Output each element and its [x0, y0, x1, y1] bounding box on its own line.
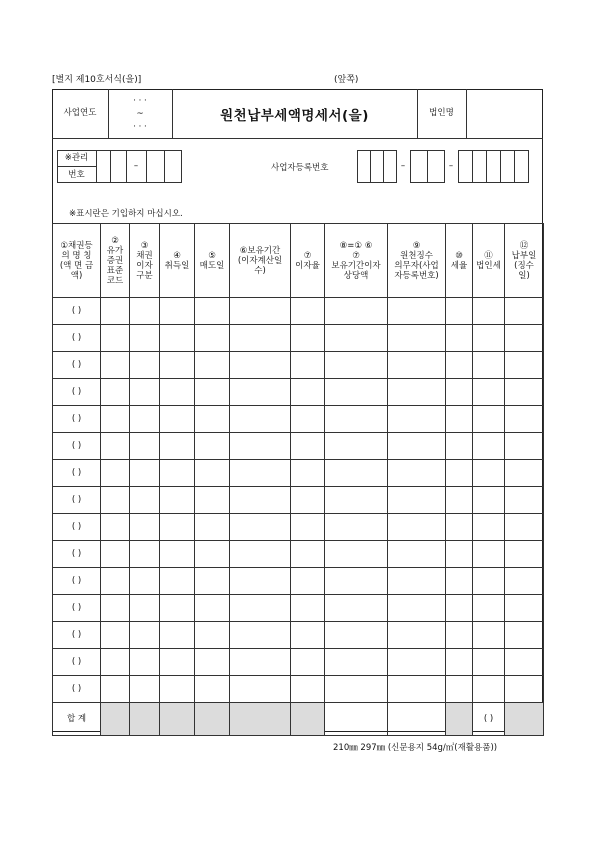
- table-cell[interactable]: [101, 514, 130, 541]
- table-cell[interactable]: [446, 433, 473, 460]
- face-value-marker[interactable]: ( ): [53, 541, 101, 568]
- table-cell[interactable]: [160, 649, 195, 676]
- table-cell[interactable]: [130, 514, 160, 541]
- table-cell[interactable]: [325, 676, 388, 703]
- table-cell[interactable]: [291, 352, 325, 379]
- table-cell[interactable]: [325, 649, 388, 676]
- face-value-marker[interactable]: ( ): [53, 595, 101, 622]
- corp-name-label: 법인명: [429, 108, 454, 118]
- mgmt-dash: –: [133, 161, 139, 171]
- table-cell[interactable]: [388, 433, 446, 460]
- table-cell[interactable]: [230, 514, 291, 541]
- table-cell[interactable]: [130, 406, 160, 433]
- table-cell[interactable]: [325, 568, 388, 595]
- table-cell[interactable]: [473, 460, 505, 487]
- table-cell[interactable]: [230, 568, 291, 595]
- table-cell[interactable]: [101, 352, 130, 379]
- table-cell[interactable]: [291, 406, 325, 433]
- table-cell[interactable]: [473, 325, 505, 352]
- table-cell[interactable]: [505, 595, 544, 622]
- table-cell[interactable]: [160, 298, 195, 325]
- detail-table: [52, 223, 544, 736]
- table-cell[interactable]: [473, 622, 505, 649]
- table-cell[interactable]: [101, 568, 130, 595]
- table-cell[interactable]: [195, 487, 230, 514]
- table-cell[interactable]: [446, 595, 473, 622]
- col-header-corporate-tax: ⑪ 법인세: [473, 224, 505, 298]
- table-cell[interactable]: [325, 352, 388, 379]
- table-row: [53, 460, 544, 487]
- top-col-divider-4: [466, 89, 467, 138]
- notice-text: ※표시란은 기입하지 마십시오.: [69, 209, 183, 219]
- table-cell[interactable]: [473, 298, 505, 325]
- table-cell[interactable]: [325, 460, 388, 487]
- table-cell[interactable]: [325, 595, 388, 622]
- table-row: [53, 568, 544, 595]
- face-value-marker[interactable]: ( ): [53, 649, 101, 676]
- table-cell[interactable]: [230, 622, 291, 649]
- table-cell[interactable]: [195, 541, 230, 568]
- table-cell[interactable]: [473, 487, 505, 514]
- table-cell[interactable]: [291, 298, 325, 325]
- face-value-marker[interactable]: ( ): [53, 487, 101, 514]
- table-cell[interactable]: [130, 487, 160, 514]
- table-cell[interactable]: [101, 622, 130, 649]
- table-cell[interactable]: [160, 568, 195, 595]
- table-cell[interactable]: [473, 406, 505, 433]
- table-cell[interactable]: [291, 676, 325, 703]
- table-cell[interactable]: [160, 595, 195, 622]
- table-cell[interactable]: [473, 649, 505, 676]
- period-tilde: ~: [136, 109, 144, 119]
- table-cell[interactable]: [130, 379, 160, 406]
- table-cell[interactable]: [388, 298, 446, 325]
- table-cell[interactable]: [325, 406, 388, 433]
- table-cell[interactable]: [505, 325, 544, 352]
- total-cell-shaded: [446, 703, 473, 736]
- table-cell[interactable]: [505, 676, 544, 703]
- table-cell[interactable]: [325, 514, 388, 541]
- biz-reg-digit-divider: [472, 150, 473, 183]
- table-cell[interactable]: [230, 325, 291, 352]
- table-cell[interactable]: [446, 406, 473, 433]
- table-cell[interactable]: [101, 433, 130, 460]
- table-cell[interactable]: [388, 649, 446, 676]
- face-value-marker[interactable]: ( ): [53, 514, 101, 541]
- table-cell[interactable]: [505, 649, 544, 676]
- total-cell-shaded: [160, 703, 195, 736]
- business-year-label: 사업연도: [63, 108, 97, 118]
- table-cell[interactable]: [388, 325, 446, 352]
- table-cell[interactable]: [446, 676, 473, 703]
- table-cell[interactable]: [195, 298, 230, 325]
- total-cell-shaded: [230, 703, 291, 736]
- table-cell[interactable]: [130, 325, 160, 352]
- table-cell[interactable]: [130, 460, 160, 487]
- table-cell[interactable]: [446, 622, 473, 649]
- table-cell[interactable]: [388, 568, 446, 595]
- table-row: [53, 352, 544, 379]
- biz-reg-digit-divider: [370, 150, 371, 183]
- table-cell[interactable]: [160, 622, 195, 649]
- table-row: [53, 433, 544, 460]
- table-cell[interactable]: [505, 433, 544, 460]
- table-cell[interactable]: [446, 379, 473, 406]
- table-cell[interactable]: [291, 379, 325, 406]
- table-cell[interactable]: [388, 352, 446, 379]
- table-cell[interactable]: [291, 433, 325, 460]
- table-row: [53, 541, 544, 568]
- table-cell[interactable]: [160, 460, 195, 487]
- face-value-marker[interactable]: ( ): [53, 406, 101, 433]
- table-cell[interactable]: [388, 460, 446, 487]
- biz-reg-digit-divider: [383, 150, 384, 183]
- table-row: [53, 325, 544, 352]
- face-value-marker[interactable]: ( ): [53, 298, 101, 325]
- total-cell-shaded: [101, 703, 130, 736]
- table-cell[interactable]: [473, 514, 505, 541]
- table-cell[interactable]: [291, 568, 325, 595]
- table-cell[interactable]: [291, 325, 325, 352]
- table-cell[interactable]: [388, 514, 446, 541]
- table-cell[interactable]: [230, 676, 291, 703]
- col-header-withholding-agent: ⑨ 원천징수 의무자(사업 자등록번호): [388, 224, 446, 298]
- total-cell-shaded: [130, 703, 160, 736]
- table-cell[interactable]: [446, 541, 473, 568]
- biz-reg-part1[interactable]: [357, 150, 397, 183]
- table-cell[interactable]: [505, 622, 544, 649]
- biz-reg-dash-2: –: [448, 161, 454, 171]
- table-cell[interactable]: [195, 595, 230, 622]
- table-cell[interactable]: [505, 352, 544, 379]
- table-cell[interactable]: [160, 514, 195, 541]
- table-cell[interactable]: [101, 541, 130, 568]
- table-cell[interactable]: [230, 460, 291, 487]
- mgmt-number-label-1: ※관리: [64, 153, 89, 163]
- table-cell[interactable]: [130, 541, 160, 568]
- col-header-payment-date: ⑫ 납부일 (징수 일): [505, 224, 544, 298]
- biz-reg-digit-divider: [500, 150, 501, 183]
- table-cell[interactable]: [101, 406, 130, 433]
- face-value-marker[interactable]: ( ): [53, 622, 101, 649]
- face-value-marker[interactable]: ( ): [53, 379, 101, 406]
- table-cell[interactable]: [130, 676, 160, 703]
- table-cell[interactable]: [195, 649, 230, 676]
- total-cell[interactable]: [325, 703, 388, 736]
- table-row: [53, 649, 544, 676]
- table-cell[interactable]: [325, 622, 388, 649]
- table-cell[interactable]: [325, 487, 388, 514]
- col-header-security-code: ② 유가 증권 표준 코드: [101, 224, 130, 298]
- table-cell[interactable]: [160, 379, 195, 406]
- table-cell[interactable]: [291, 460, 325, 487]
- table-cell[interactable]: [291, 595, 325, 622]
- total-cell-shaded: [291, 703, 325, 736]
- table-cell[interactable]: [291, 622, 325, 649]
- face-value-marker[interactable]: ( ): [53, 460, 101, 487]
- table-cell[interactable]: [446, 352, 473, 379]
- total-row: [53, 703, 544, 736]
- col-header-interest-type: ③ 채권 이자 구분: [130, 224, 160, 298]
- table-cell[interactable]: [446, 487, 473, 514]
- total-cell-shaded: [195, 703, 230, 736]
- table-row: [53, 595, 544, 622]
- table-cell[interactable]: [195, 325, 230, 352]
- table-cell[interactable]: [446, 514, 473, 541]
- page-side-label: (앞쪽): [334, 75, 359, 85]
- table-cell[interactable]: [230, 298, 291, 325]
- paper-spec-footer: 210㎜ 297㎜ (신문용지 54g/㎡(재활용품)): [333, 743, 498, 753]
- table-row: [53, 487, 544, 514]
- table-cell[interactable]: [291, 514, 325, 541]
- biz-reg-part3[interactable]: [458, 150, 529, 183]
- col-header-interest-rate: ⑦ 이자율: [291, 224, 325, 298]
- table-cell[interactable]: [505, 298, 544, 325]
- table-cell[interactable]: [325, 433, 388, 460]
- total-corporate-tax[interactable]: ( ): [473, 703, 505, 736]
- table-cell[interactable]: [195, 676, 230, 703]
- col-header-sale-date: ⑤ 매도일: [195, 224, 230, 298]
- table-cell[interactable]: [230, 541, 291, 568]
- table-cell[interactable]: [505, 568, 544, 595]
- face-value-marker[interactable]: ( ): [53, 433, 101, 460]
- table-cell[interactable]: [473, 541, 505, 568]
- face-value-marker[interactable]: ( ): [53, 352, 101, 379]
- total-label: 합 계: [53, 703, 101, 736]
- table-cell[interactable]: [388, 622, 446, 649]
- col-header-tax-rate: ⑩ 세율: [446, 224, 473, 298]
- table-cell[interactable]: [388, 595, 446, 622]
- col-header-holding-interest: ⑧=① ⑥ ⑦ 보유기간이자 상당액: [325, 224, 388, 298]
- table-cell[interactable]: [505, 406, 544, 433]
- table-cell[interactable]: [195, 433, 230, 460]
- table-cell[interactable]: [230, 406, 291, 433]
- top-divider: [52, 138, 543, 139]
- table-cell[interactable]: [230, 433, 291, 460]
- table-cell[interactable]: [473, 379, 505, 406]
- table-cell[interactable]: [388, 676, 446, 703]
- table-cell[interactable]: [130, 433, 160, 460]
- table-row: [53, 514, 544, 541]
- table-cell[interactable]: [230, 379, 291, 406]
- face-value-marker[interactable]: ( ): [53, 325, 101, 352]
- table-header-row: [53, 224, 544, 298]
- mgmt-label-split: [57, 166, 96, 167]
- table-cell[interactable]: [446, 568, 473, 595]
- table-cell[interactable]: [230, 487, 291, 514]
- table-cell[interactable]: [388, 487, 446, 514]
- table-cell[interactable]: [160, 541, 195, 568]
- table-cell[interactable]: [195, 352, 230, 379]
- table-cell[interactable]: [505, 460, 544, 487]
- table-cell[interactable]: [446, 649, 473, 676]
- table-cell[interactable]: [160, 676, 195, 703]
- table-cell[interactable]: [101, 325, 130, 352]
- mgmt-number-input[interactable]: [97, 151, 181, 182]
- table-cell[interactable]: [291, 649, 325, 676]
- table-cell[interactable]: [160, 406, 195, 433]
- face-value-marker[interactable]: ( ): [53, 676, 101, 703]
- table-cell[interactable]: [446, 325, 473, 352]
- page-title: 원천납부세액명세서(을): [220, 108, 369, 124]
- table-cell[interactable]: [130, 352, 160, 379]
- table-cell[interactable]: [505, 541, 544, 568]
- table-cell[interactable]: [195, 568, 230, 595]
- table-cell[interactable]: [195, 379, 230, 406]
- biz-reg-digit-divider: [427, 150, 428, 183]
- table-cell[interactable]: [101, 460, 130, 487]
- mgmt-number-label-2: 번호: [68, 170, 85, 180]
- table-row: [53, 622, 544, 649]
- col-header-bond-name: ①채권등 의 명 칭 (액 면 금 액): [53, 224, 101, 298]
- table-cell[interactable]: [230, 595, 291, 622]
- table-cell[interactable]: [388, 379, 446, 406]
- biz-reg-dash-1: –: [400, 161, 406, 171]
- table-cell[interactable]: [388, 541, 446, 568]
- table-row: [53, 676, 544, 703]
- period-start-dots: · · ·: [133, 96, 147, 106]
- table-cell[interactable]: [473, 352, 505, 379]
- total-cell-shaded: [505, 703, 544, 736]
- biz-reg-digit-divider: [486, 150, 487, 183]
- table-cell[interactable]: [446, 298, 473, 325]
- table-row: [53, 379, 544, 406]
- col-header-acquisition-date: ④ 취득일: [160, 224, 195, 298]
- table-cell[interactable]: [291, 541, 325, 568]
- table-cell[interactable]: [473, 676, 505, 703]
- table-cell[interactable]: [505, 487, 544, 514]
- table-cell[interactable]: [230, 352, 291, 379]
- table-cell[interactable]: [195, 622, 230, 649]
- form-number: [별지 제10호서식(을)]: [52, 75, 142, 85]
- total-cell[interactable]: [388, 703, 446, 736]
- col-header-holding-period: ⑥보유기간 (이자계산일 수): [230, 224, 291, 298]
- table-cell[interactable]: [101, 676, 130, 703]
- table-cell[interactable]: [505, 514, 544, 541]
- table-cell[interactable]: [195, 406, 230, 433]
- table-cell[interactable]: [101, 595, 130, 622]
- table-cell[interactable]: [160, 487, 195, 514]
- period-end-dots: · · ·: [133, 122, 147, 132]
- table-cell[interactable]: [325, 541, 388, 568]
- table-cell[interactable]: [101, 487, 130, 514]
- table-cell[interactable]: [473, 568, 505, 595]
- biz-reg-number-label: 사업자등록번호: [271, 163, 329, 173]
- table-cell[interactable]: [130, 568, 160, 595]
- table-cell[interactable]: [473, 595, 505, 622]
- table-cell[interactable]: [446, 460, 473, 487]
- table-cell[interactable]: [101, 298, 130, 325]
- table-cell[interactable]: [325, 379, 388, 406]
- table-cell[interactable]: [160, 352, 195, 379]
- corp-name-field[interactable]: [470, 93, 540, 135]
- table-cell[interactable]: [130, 298, 160, 325]
- table-cell[interactable]: [130, 649, 160, 676]
- table-cell[interactable]: [505, 379, 544, 406]
- table-cell[interactable]: [230, 649, 291, 676]
- table-cell[interactable]: [101, 649, 130, 676]
- table-cell[interactable]: [388, 406, 446, 433]
- face-value-marker[interactable]: ( ): [53, 568, 101, 595]
- table-cell[interactable]: [291, 487, 325, 514]
- table-cell[interactable]: [160, 325, 195, 352]
- table-cell[interactable]: [195, 460, 230, 487]
- table-cell[interactable]: [195, 514, 230, 541]
- table-cell[interactable]: [473, 433, 505, 460]
- biz-reg-digit-divider: [514, 150, 515, 183]
- table-cell[interactable]: [160, 433, 195, 460]
- table-cell[interactable]: [130, 622, 160, 649]
- table-row: [53, 298, 544, 325]
- table-cell[interactable]: [325, 325, 388, 352]
- table-cell[interactable]: [130, 595, 160, 622]
- table-row: [53, 406, 544, 433]
- table-cell[interactable]: [101, 379, 130, 406]
- table-cell[interactable]: [325, 298, 388, 325]
